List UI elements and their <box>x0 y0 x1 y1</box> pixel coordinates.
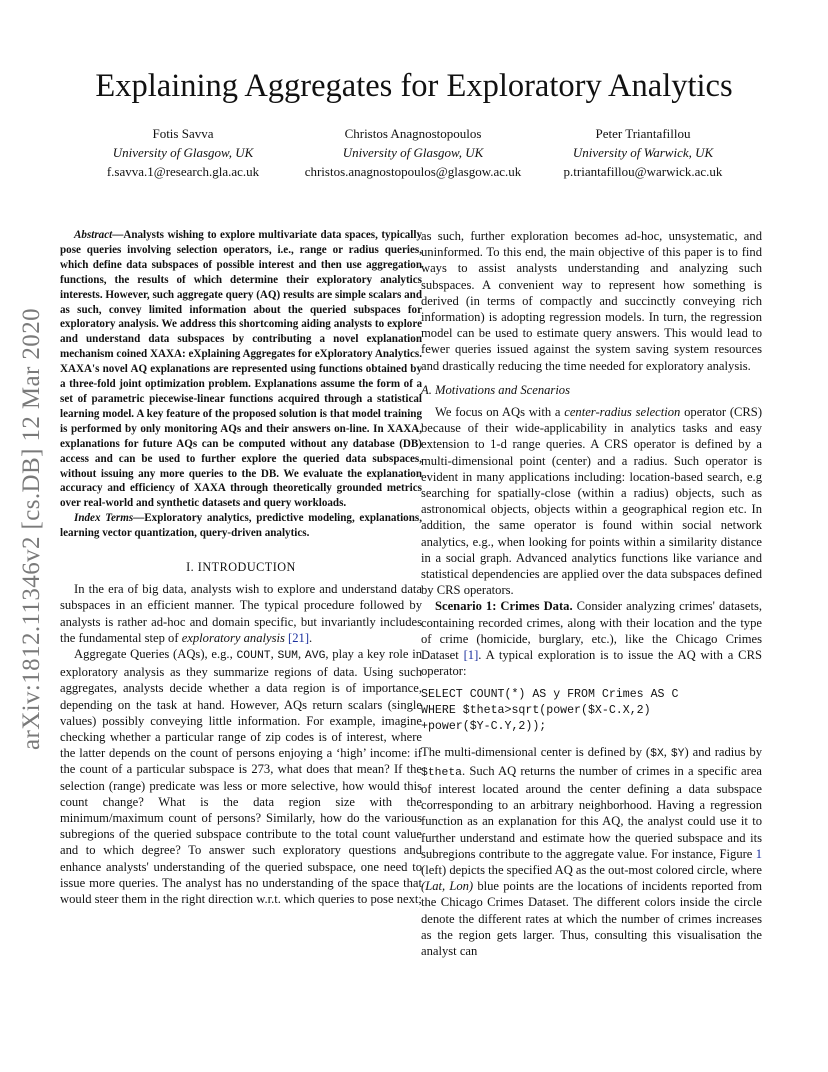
subsection-heading: A. Motivations and Scenarios <box>421 382 571 397</box>
citation-link[interactable]: [21] <box>288 630 310 645</box>
paragraph: We focus on AQs with a center-radius selection operator (CRS) because of their wide-applicability in analytics tasks and easy extension to 1-d range queries. A CRS operator is defined by a multi-dimensional point (center) and a radius. Such operator is evident in many applications including: location-based search, e.g searching for spatially-close (within a radius) objects, such as astronomical objects, objects within a geographical region etc. In addition, the same operator is found within social network analytics, e.g., when looking for points within a similarity distance in a social graph. Advanced analytics functions like variance and statistical dependencies are applied over the data subspaces defined by CRS operators. <box>421 405 763 598</box>
citation-link[interactable]: [1] <box>463 648 479 663</box>
paragraph: as such, further exploration becomes ad-hoc, unsystematic, and uninformed. To this end, the main objective of this paper is to find ways to assist analysts understanding and analyzing such subspaces. A convenient way to represent how something is derived (in terms of compactly and succinctly conveying rich information) is adopting regression models. In turn, the regression model can be used to estimate query answers. This would lead to fewer queries issued against the system saving system resources and drastically reducing the time needed for exploratory analysis. <box>421 229 762 373</box>
index-terms <box>60 511 422 541</box>
paragraph: In the era of big data, analysts wish to explore and understand data subspaces in an efficient manner. The typical procedure followed by analysts is rather ad-hoc and domain specific, but invariantly includes the fundamental step of exploratory analysis [21]. <box>60 582 422 645</box>
author-name: Fotis Savva <box>152 126 214 141</box>
arxiv-identifier-stamp: arXiv:1812.11346v2 [cs.DB] 12 Mar 2020 <box>18 308 45 750</box>
paper-title: Explaining Aggregates for Exploratory Analytics <box>95 68 733 104</box>
figure-reference-link[interactable]: 1 <box>755 846 762 861</box>
author-email: p.triantafillou@warwick.ac.uk <box>563 164 723 179</box>
author-email: christos.anagnostopoulos@glasgow.ac.uk <box>304 164 522 179</box>
right-column <box>421 228 762 959</box>
author-affiliation: University of Warwick, UK <box>572 145 714 160</box>
author-block <box>288 124 538 181</box>
author-block <box>540 124 746 181</box>
author-affiliation: University of Glasgow, UK <box>112 145 254 160</box>
left-column <box>60 228 422 907</box>
abstract-text: —Analysts wishing to explore multivariate data spaces, typically pose queries involving selection operators, i.e., range or radius queries, which define data subspaces of possible interest and then use aggregation functions, the results of which determine their exploratory analytics interests. However, such aggregate query (AQ) results are simple scalars and as such, convey limited information about the queried subspaces for exploratory analysis. We address this shortcoming aiding analysts to explore and understand data subspaces by contributing a novel explanation mechanism coined XAXA: eXplaining Aggregates for eXploratory Analytics. XAXA's novel AQ explanations are represented using functions obtained by a three-fold joint optimization problem. Explanations assume the form of a set of parametric piecewise-linear functions acquired through a statistical learning model. A key feature of the proposed solution is that model training is performed by only monitoring AQs and their answers on-line. In XAXA, explanations for future AQs can be computed without any database (DB) access and can be used to further explore the queried data subspaces, without issuing any more queries to the DB. We evaluate the explanation accuracy and efficiency of XAXA through theoretically grounded metrics over real-world and synthetic datasets and query workloads. <box>60 229 422 510</box>
sql-code-block: SELECT COUNT(*) AS y FROM Crimes AS C WHERE $theta>sqrt(power($X-C.X,2) +power($Y-C.Y,2)); <box>421 688 679 734</box>
abstract-label: Abstract <box>74 229 113 241</box>
author-block <box>83 124 283 181</box>
scenario-label: Scenario 1: Crimes Data. <box>435 599 573 614</box>
paragraph: Scenario 1: Crimes Data. Consider analyzing crimes' datasets, containing recorded crimes, along with their location and the type of crime (homicide, burglary, etc.), like the Chicago Crimes Dataset [1]. A typical exploration is to issue the AQ with a CRS operator: <box>421 599 762 679</box>
index-terms-label: Index Terms <box>74 512 134 525</box>
abstract <box>60 228 422 511</box>
author-name: Peter Triantafillou <box>595 126 691 141</box>
author-email: f.savva.1@research.gla.ac.uk <box>106 164 260 179</box>
author-affiliation: University of Glasgow, UK <box>342 145 484 160</box>
index-terms-text: —Exploratory analytics, predictive modeling, explanations, learning vector quantization, query-driven analytics. <box>60 512 422 540</box>
section-heading: I. INTRODUCTION <box>186 560 296 575</box>
paragraph: Aggregate Queries (AQs), e.g., COUNT, SUM, AVG, play a key role in exploratory analysis as they summarize regions of data. Using such aggregates, analysts decide whether a data region is of importance, depending on the task at hand. However, AQs return scalars (single values) possibly conveying little information. For example, imagine checking whether a particular range of zip codes is of interest, where the latter depends on the count of persons enjoying a ‘high’ income: if the count of a particular subspace is 273, what does that mean? If the selection (range) predicate was less or more selective, how would this count change? What is the data region size with the minimum/maximum count of persons? Similarly, how do the various subregions of the queried subspace contribute to the total count value and to which degree? To answer such exploratory questions and enhance analysts' understanding of the queried subspace, one need to issue more queries. The analyst has no understanding of the space that would steer them in the right direction w.r.t. which queries to pose next; <box>60 647 422 907</box>
author-name: Christos Anagnostopoulos <box>344 126 482 141</box>
paragraph: The multi-dimensional center is defined by ($X, $Y) and radius by $theta. Such AQ returns the number of crimes in a specific area of interest located around the center defining a data subspace corresponding to an arbitrary neighborhood. Having a regression function as an explanation for this AQ, the analyst could use it to further understand and estimate how the queried subspace and its subregions contribute to the aggregate value. For instance, Figure 1 (left) depicts the specified AQ as the out-most colored circle, where (Lat, Lon) blue points are the locations of incidents reported from the Chicago Crimes Dataset. The different colors inside the circle denote the different rates at which the number of crimes increases as the region gets larger. Thus, consulting this visualisation the analyst can <box>421 745 762 958</box>
